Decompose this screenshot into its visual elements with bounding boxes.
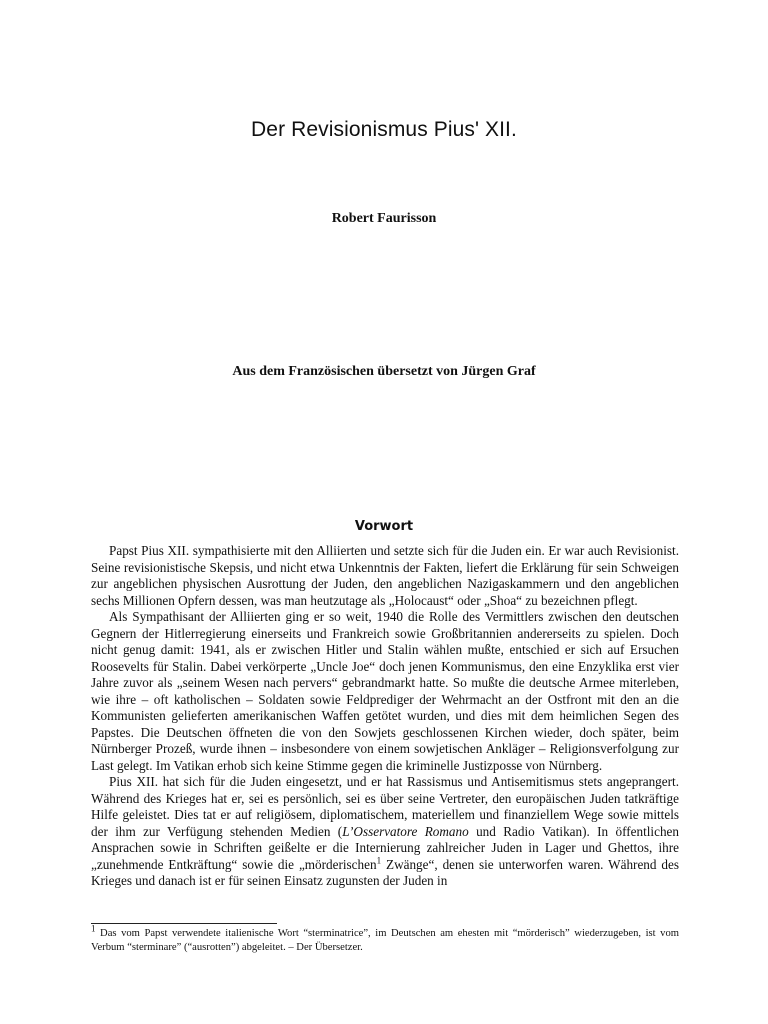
- author-name: Robert Faurisson: [331, 211, 437, 226]
- footnote: [91, 923, 679, 954]
- document-title: Der Revisionismus Pius' XII.: [251, 118, 517, 141]
- paragraph-text: Papst Pius XII. sympathisierte mit den Alliierten und setzte sich für die Juden ein. Er war auch Revisionist. Seine revisionistische Skepsis, und nicht etwa Unkenntnis der Fakten, liefert die Erklärung für sein Schweigen zur angeblichen physischen Ausrottung der Juden, den angeblichen Nazigaskammern und den angeblichen sechs Millionen Opfern dessen, was man heutzutage als „Holocaust“ oder „Shoa“ zu bezeichnen pflegt.: [91, 543, 679, 608]
- footnote-separator: [91, 923, 277, 924]
- body-text: [91, 543, 679, 890]
- footnote-reference: 1: [376, 855, 382, 866]
- paragraph-text: Als Sympathisant der Alliierten ging er so weit, 1940 die Rolle des Vermittlers zwischen den deutschen Gegnern der Hitlerregierung einerseits und Frankreich sowie Großbritannien andererseits zu spielen. Doch nicht genug damit: 1941, als er zwischen Hitler und Stalin wählen mußte, entschied er sich auf Ersuchen Roosevelts für Stalin. Dabei verkörperte „Uncle Joe“ doch jenen Kommunismus, den eine Enzyklika erst vier Jahre zuvor als „seinem Wesen nach pervers“ gebrandmarkt hatte. So mußte die deutsche Armee miterleben, wie ihre – oft katholischen – Soldaten sowie Feldprediger der Wehrmacht an der Ostfront mit den an die Kommunisten gelieferten amerikanischen Waffen getötet wurden, und dies mit dem heimlichen Segen des Papstes. Die Deutschen öffneten die von den Sowjets geschlossenen Kirchen wieder, doch später, beim Nürnberger Prozeß, wurde ihnen – insbesondere von einem sowjetischen Ankläger – Religionsverfolgung zur Last gelegt. Im Vatikan erhob sich keine Stimme gegen die kriminelle Justizposse von Nürnberg.: [91, 609, 679, 773]
- translation-note: Aus dem Französischen übersetzt von Jürgen Graf: [232, 364, 536, 379]
- italic-publication-title: L’Osservatore Romano: [342, 823, 469, 839]
- paragraph-text: und Radio Vatikan). In öffentlichen Ansprachen sowie in Schriften geißelte er die Internierung zahlreicher Juden in Lager und Ghettos, ihre „zunehmende Entkräftung“ sowie die „mörderischen: [91, 823, 679, 872]
- paragraph-3: [91, 774, 679, 890]
- paragraph-1: [91, 543, 679, 609]
- footnote-number: 1: [91, 923, 96, 934]
- paragraph-text: Zwänge“, denen sie unterworfen waren. Während des Krieges und danach ist er für seinen Einsatz zugunsten der Juden in: [91, 856, 679, 888]
- paragraph-2: [91, 609, 679, 774]
- paragraph-text: Pius XII. hat sich für die Juden eingesetzt, und er hat Rassismus und Antisemitismus stets angeprangert. Während des Krieges hat er, sei es persönlich, sei es über seine Vertreter, den europäischen Juden tatkräftige Hilfe geleistet. Dies tat er auf religiösem, diplomatischem, materiellem und finanziellem Wege sowie mittels der ihm zur Verfügung stehenden Medien (: [91, 774, 679, 839]
- footnote-text: Das vom Papst verwendete italienische Wort “sterminatrice”, im Deutschen am ehesten mit “mörderisch” wiederzugeben, ist vom Verbum “sterminare” (“ausrotten”) abgeleitet. – Der Übersetzer.: [91, 928, 679, 953]
- section-heading: Vorwort: [354, 519, 414, 534]
